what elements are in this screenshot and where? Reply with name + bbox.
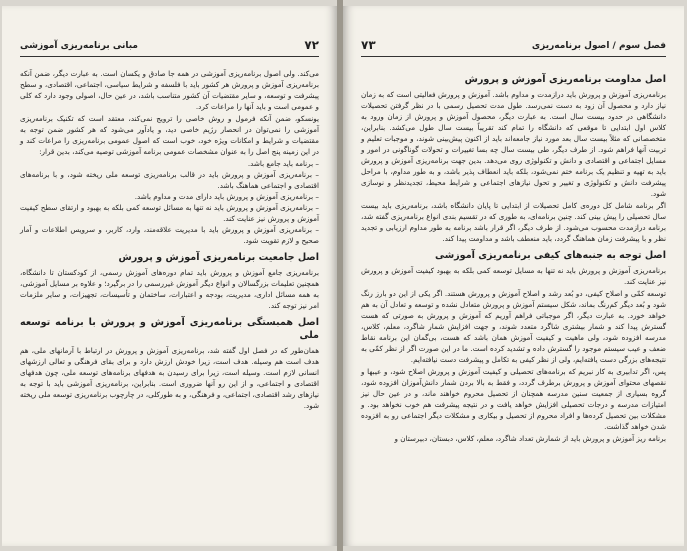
principle-item: – برنامه باید جامع باشد. xyxy=(20,158,319,169)
left-section-text-national-plan: همان‌طور که در فصل اول گفته شد، برنامه‌ریزی آموزش و پرورش در ارتباط با آرمانهای ملی، هم هدف است هم وسیله. هدف است، زیرا خودش ارزش دارد و برای بقای فرهنگی و تعالی ارزشهای انسانی لازم است. وسیله است، زیرا برای رسیدن به هدفهای برنامه‌های توسعه ملی، چون هدفهای اقتصادی و اجتماعی، و از این رو آنها ضروری است. بنابراین، برنامه‌ریزی آموزشی باید با توجه به نیازهای رشد اقتصادی، اجتماعی، و فرهنگی، و به طورکلی، در چارچوب برنامه‌ریزی توسعه ملی ریخته شود. xyxy=(20,346,319,410)
principle-item: – برنامه‌ریزی آموزش و پرورش باید نه تنها به مسائل توسعه کمی بلکه به بهبود و ارتقای سطح کیفیت آموزش و پرورش نیز عنایت کند. xyxy=(20,202,319,224)
right-section-paragraph: برنامه ریز آموزش و پرورش باید از شمارش تعداد شاگرد، معلم، کلاس، دبستان، دبیرستان و xyxy=(394,434,666,443)
left-section-heading-comprehensiveness: اصل جامعیت برنامه‌ریزی آموزش و پرورش xyxy=(118,252,319,263)
principle-item: – برنامه‌ریزی آموزش و پرورش باید در قالب برنامه‌ریزی توسعه ملی ریخته شود، و با برنامه‌های اقتصادی و اجتماعی هماهنگ باشد. xyxy=(20,169,319,191)
left-running-title: مبانی برنامه‌ریزی آموزشی xyxy=(20,41,138,51)
principle-item: – برنامه‌ریزی آموزش و پرورش باید دارای مدت و مداوم باشد. xyxy=(20,191,319,202)
left-section-heading-national-plan: اصل همبستگی برنامه‌ریزی آموزش و پرورش با برنامه توسعه ملی xyxy=(20,317,319,341)
right-running-title: فصل سوم / اصول برنامه‌ریزی xyxy=(531,41,666,51)
right-page xyxy=(343,6,684,546)
left-page-number: ۷۲ xyxy=(304,38,319,52)
right-section-paragraph: پس، اگر تدابیری به کار نبریم که برنامه‌های تحصیلی و کیفیت آموزش و پرورش اصلاح شود، و عیبها و نقصهای محتوای آموزش و پرورش برطرف گردد، و فقط به بالا بردن شمار دانش‌آموزان افزوده شود، گروه بسیاری از جمعیت سنین مدرسه همچنان از تحصیل محروم خواهند ماند، و در عین حال نیز امتیازات مدرسه و درجات تحصیلی افزایش خواهد یافت و در نتیجه پیشرفت هم خوب نخواهد بود. و مشکلات بین تحصیل کرده‌ها و افراد محروم از تحصیل و بیکاری و مشکلات دیگر اجتماعی رو به افزوده شدن خواهد گذاشت. xyxy=(361,367,666,431)
left-page-header xyxy=(20,38,319,57)
right-section-paragraph: برنامه‌ریزی آموزش و پرورش باید نه تنها به مسایل توسعه کمی بلکه به بهبود کیفیت آموزش و پرورش نیز عنایت کند. xyxy=(361,266,666,286)
left-page-body xyxy=(20,68,319,536)
right-page-header xyxy=(361,38,666,57)
right-page-number: ۷۳ xyxy=(361,38,376,52)
left-intro-paragraph-1: می‌کند. ولی اصول برنامه‌ریزی آموزشی در همه جا صادق و یکسان است. به عبارت دیگر، ضمن آنکه برنامه‌ریزی آموزش و پرورش هر کشور باید با فلسفه و شرایط سیاسی، اجتماعی، اقتصادی، و سطح پیشرفت و توسعه، و سایر مقتضیات آن کشور متناسب باشد، در عین حال، اصولی وجود دارد که کلی و عمومی است و باید آنها را مراعات کرد. xyxy=(20,69,319,111)
right-page-body xyxy=(361,68,666,536)
right-section-paragraph: توسعه کمّی و اصلاح کیفی، دو بُعد رشد و اصلاح آموزش و پرورش هستند. اگر یکی از این دو بارز رنگ شود و بُعد دیگر کم‌رنگ بماند، شکل سیستم آموزش و پرورش متعادل نشده و توسعه و تعادل آن به هم خواهد خورد. به عبارت دیگر، اگر موجباتی فراهم آوریم که آموزش و پرورش به صورتی که هست گسترش پیدا کند و شمار بیشتری شاگرد متعدد شوند، و جهت افزایش شمار شاگرد، معلم، کلاس، مدرسه افزوده شود، ولی ماهیت و کیفیت آموزش همان باشد که هست، بی‌گمان این برنامه نقاط ضعف و عیب سیستم موجود را گسترش داده و تشدید کرده است. ما در این صورت اگر از نظر کمّی به نتیجه‌های بزرگی دست یافته‌ایم، ولی از نظر کیفی به تکامل و پیشرفت دست نیافته‌ایم. xyxy=(361,289,666,364)
principles-list xyxy=(20,158,319,246)
principle-item: – برنامه‌ریزی آموزش و پرورش باید با مدیریت علاقه‌مند، وارد، کاربر، و سرویس اطلاعات و آمار صحیح و لازم تقویت شود. xyxy=(20,224,319,246)
left-intro-paragraph-2: یونسکو، ضمن آنکه فرمول و روش خاصی را ترویج نمی‌کند، معتقد است که تکنیک برنامه‌ریزی آموزشی را نمی‌توان در انحصار رژیم خاصی دید، و یادآور می‌شود که هر کشور ضمن توجه به مقتضیات و شرایط و امکانات ویژه خود، خوب است که اصول عمومی برنامه‌ریزی را مراعات کند و در این زمینه پنج اصل را به عنوان مشخصات عمومی برنامه آموزشی توصیه می‌کند، بدین قرار: xyxy=(20,114,319,156)
left-section-text-comprehensiveness: برنامه‌ریزی جامع آموزش و پرورش باید تمام دوره‌های آموزش رسمی، از کودکستان تا دانشگاه، همچنین تعلیمات بزرگسالان و انواع دیگر آموزش غیررسمی را در برگیرد؛ و علاوه بر مسایل آموزشی، به همه مسائل اداری، مدیریت، بودجه و اعتبارات، ساختمان و تأسیسات، تجهیزات، و سایر ملزمات امر نیز توجه کند. xyxy=(20,268,319,310)
left-page xyxy=(2,6,337,546)
right-section-paragraph: برنامه‌ریزی آموزش و پرورش باید درازمدت و مداوم باشد. آموزش و پرورش فعالیتی است که به زمان نیاز دارد و محصول آن زود به دست نمی‌رسد. طول مدت تحصیل رسمی با در نظر گرفتن تحصیلات دانشگاهی در حدود بیست سال است. به عبارت دیگر، محصول آموزش و پرورش از زمان ورود به کلاس اول ابتدایی تا موقعی که دانشگاه را تمام کند تقریباً بیست سال طول می‌کشد. بنابراین، متخصصانی که مثلاً بیست سال بعد مورد نیاز جامعه‌اند باید از اکنون پیش‌بینی شوند، و موجبات تعلیم و تربیت آنها فراهم شود. از طرف دیگر، طی بیست سال چه بسا تغییرات و تحولات گوناگونی در امور و مسایل اجتماعی و اقتصادی و دانش و تکنولوژی روی می‌دهد. بدین جهت برنامه‌ریزی آموزش و پرورش باید به تهیه و تنظیم یک برنامه ختم نمی‌شود، بلکه باید انعطاف پذیر باشد، و به طور مداوم، با مراحل پیشرفت دانش و تکنولوژی و تغییر و تحول نیازهای اجتماعی و شرایط محیط، تجدیدنظر و نوسازی شود. xyxy=(361,90,666,198)
right-section-paragraph: اگر برنامه شامل کل دوره‌ی کامل تحصیلات از ابتدایی تا پایان دانشگاه باشد، برنامه‌ریزی باید بیست سال تحصیلی را پیش بینی کند. چنین برنامه‌ای، به طوری که در تقسیم بندی انواع برنامه‌ریزی گفته شد، برنامه درازمدت محسوب می‌شود. از طرف دیگر، اگر قرار باشد برنامه به طور مداوم ارزیابی و تجدید نظر و با پیشرفت زمان هماهنگ گردد، باید منعطف باشد و مداومت پیدا کند. xyxy=(361,201,666,243)
right-section-heading-quality: اصل توجه به جنبه‌های کیفی برنامه‌ریزی آموزشی xyxy=(435,250,666,261)
right-section-heading-continuity: اصل مداومت برنامه‌ریزی آموزش و پرورش xyxy=(464,74,666,85)
